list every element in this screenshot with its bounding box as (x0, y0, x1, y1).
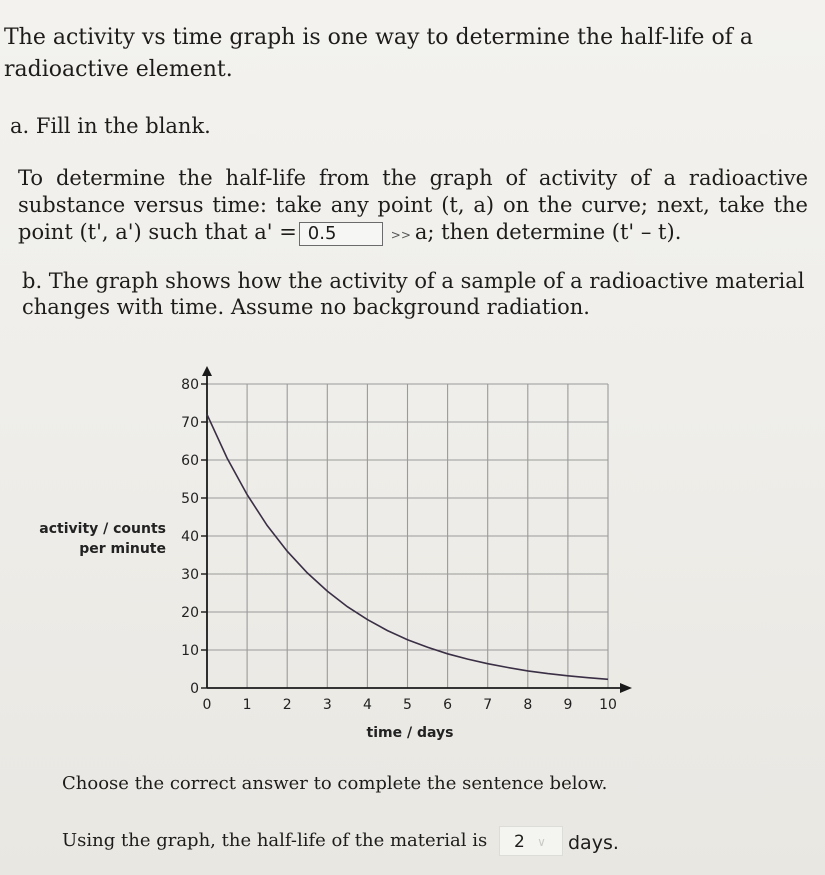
chart-ticks (181, 377, 617, 713)
fill-line-1: To determine the half-life from the graph of activity of a radioactive (18, 166, 808, 190)
x-axis-arrow-icon (620, 683, 632, 693)
x-tick-label-0: 0 (202, 697, 212, 713)
chart-grid (207, 384, 608, 688)
y-tick-label-0: 0 (190, 681, 199, 697)
x-tick-label-10: 10 (599, 697, 617, 713)
half-life-dropdown[interactable] (499, 826, 563, 856)
instruction-text: Choose the correct answer to complete the sentence below. (62, 773, 608, 794)
x-tick-label-8: 8 (523, 697, 533, 713)
x-tick-label-6: 6 (443, 697, 453, 713)
sentence-text: Using the graph, the half-life of the material is (62, 830, 488, 851)
intro-line-2: radioactive element. (4, 57, 233, 82)
intro-line-1: The activity vs time graph is one way to determine the half-life of a (4, 25, 753, 50)
x-tick-label-9: 9 (563, 697, 573, 713)
y-tick-label-20: 20 (181, 605, 199, 621)
y-tick-label-40: 40 (181, 529, 199, 545)
chevron-down-icon: ∨ (537, 835, 546, 849)
x-tick-label-5: 5 (403, 697, 412, 713)
part-a-label: a. Fill in the blank. (10, 114, 211, 138)
part-b-line-2: changes with time. Assume no background radiation. (22, 295, 590, 319)
y-tick-label-10: 10 (181, 643, 199, 659)
answer-blank-input[interactable]: 0.5 (299, 222, 383, 246)
answer-sentence (62, 826, 563, 856)
dropdown-selected-value: 2 (513, 832, 525, 852)
x-tick-label-4: 4 (362, 697, 372, 713)
y-axis-arrow-icon (202, 366, 212, 376)
y-tick-label-60: 60 (181, 453, 199, 469)
fill-line-3-post: a; then determine (t' – t). (414, 220, 682, 244)
units-text: days. (568, 832, 619, 854)
y-tick-label-50: 50 (181, 491, 199, 507)
chevron-icon: >> (390, 228, 411, 242)
x-tick-label-2: 2 (282, 697, 292, 713)
y-tick-label-30: 30 (181, 567, 199, 583)
y-axis-label-line-2: per minute (79, 541, 166, 557)
fill-line-3-pre: point (t', a') such that a' = (18, 220, 297, 244)
x-tick-label-1: 1 (242, 697, 252, 713)
x-tick-label-3: 3 (322, 697, 332, 713)
x-tick-label-7: 7 (483, 697, 493, 713)
y-axis-label-line-1: activity / counts (39, 521, 166, 537)
x-axis-label: time / days (366, 725, 454, 741)
y-tick-label-70: 70 (181, 415, 199, 431)
fill-line-2: substance versus time: take any point (t, a) on the curve; next, take the (18, 193, 808, 217)
y-tick-label-80: 80 (181, 377, 199, 393)
part-b-line-1: b. The graph shows how the activity of a sample of a radioactive material (22, 269, 805, 293)
